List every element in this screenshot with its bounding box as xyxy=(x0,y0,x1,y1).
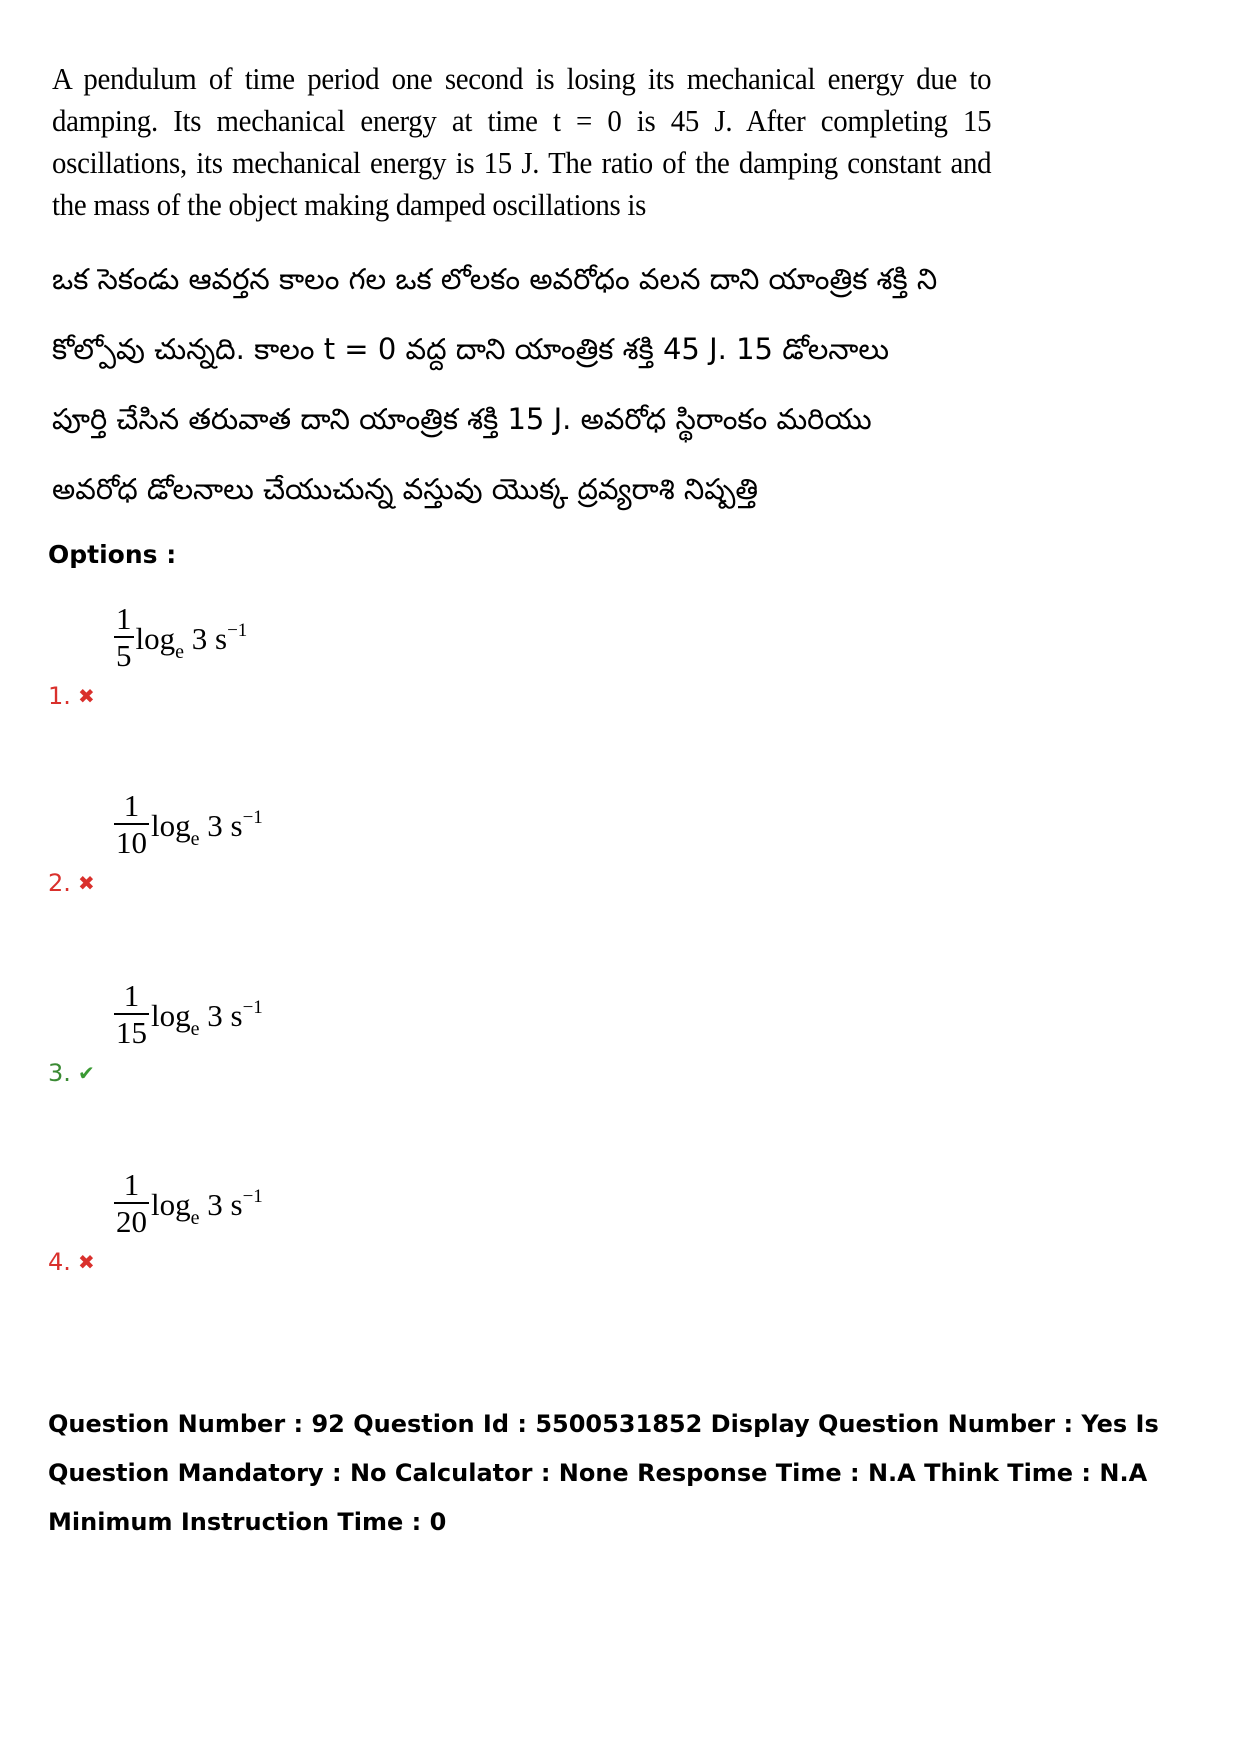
wrong-mark-icon: ✖ xyxy=(78,684,95,708)
fraction-numerator: 1 xyxy=(123,1167,140,1202)
fraction-denominator: 15 xyxy=(116,1015,147,1050)
option-3[interactable] xyxy=(48,977,548,1087)
log-base: e xyxy=(190,1207,200,1229)
unit: s xyxy=(215,621,228,656)
option-2[interactable] xyxy=(48,787,548,897)
fraction xyxy=(114,789,149,861)
question-metadata: Question Number : 92 Question Id : 5500531852 Display Question Number : Yes Is Question Mandatory : No Calculator : None Response Time : N.A Think Time : N.A Minimum Instruction Time : 0 xyxy=(48,1410,1159,1536)
question-block xyxy=(52,58,992,524)
log-text: log xyxy=(151,998,191,1033)
fraction-numerator: 1 xyxy=(116,601,132,636)
option-number: 3. xyxy=(48,1059,71,1087)
fraction-numerator: 1 xyxy=(123,978,140,1013)
unit: s xyxy=(230,1187,243,1222)
log-text: log xyxy=(151,808,191,843)
unit: s xyxy=(230,808,243,843)
unit-exponent: −1 xyxy=(242,997,263,1018)
option-formula xyxy=(114,777,263,873)
option-4[interactable] xyxy=(48,1166,548,1276)
option-formula xyxy=(114,590,247,686)
log-base: e xyxy=(190,828,200,850)
log-expression xyxy=(135,620,248,663)
option-1[interactable] xyxy=(48,600,548,710)
wrong-mark-icon: ✖ xyxy=(78,871,95,895)
log-argument: 3 xyxy=(207,1187,223,1222)
log-expression xyxy=(151,807,263,850)
options-heading: Options : xyxy=(48,540,177,569)
option-formula xyxy=(114,1156,263,1252)
fraction xyxy=(114,602,134,674)
log-argument: 3 xyxy=(191,621,208,656)
log-expression xyxy=(151,997,263,1040)
question-text-telugu: ఒక సెకండు ఆవర్తన కాలం గల ఒక లోలకం అవరోధం వలన దాని యాంత్రిక శక్తి ని కోల్పోవు చున్నది. కాలం t = 0 వద్ద దాని యాంత్రిక శక్తి 45 J. 15 డోలనాలు పూర్తి చేసిన తరువాత దాని యాంత్రిక శక్తి 15 J. అవరోధ స్థిరాంకం మరియు అవరోధ డోలనాలు చేయుచున్న వస్తువు యొక్క ద్రవ్యరాశి నిష్పత్తి xyxy=(52,262,938,506)
unit-exponent: −1 xyxy=(242,1186,263,1207)
log-text: log xyxy=(151,1187,191,1222)
fraction xyxy=(114,1168,149,1240)
option-number: 1. xyxy=(48,682,71,710)
option-number: 4. xyxy=(48,1248,71,1276)
fraction xyxy=(114,979,149,1051)
log-base: e xyxy=(190,1018,200,1040)
fraction-denominator: 5 xyxy=(116,638,132,673)
log-expression xyxy=(151,1186,263,1229)
unit: s xyxy=(230,998,243,1033)
question-text-english: A pendulum of time period one second is losing its mechanical energy due to damping. Its mechanical energy at time t = 0 is 45 J. After completing 15 oscillations, its mechanical energy is 15 J. The ratio of the damping constant and the mass of the object making damped oscillations is xyxy=(52,61,992,222)
fraction-denominator: 10 xyxy=(116,825,147,860)
log-base: e xyxy=(175,641,185,663)
fraction-denominator: 20 xyxy=(116,1204,147,1239)
log-text: log xyxy=(135,621,176,656)
unit-exponent: −1 xyxy=(227,620,248,641)
fraction-numerator: 1 xyxy=(123,788,140,823)
wrong-mark-icon: ✖ xyxy=(78,1250,95,1274)
option-formula xyxy=(114,967,263,1063)
log-argument: 3 xyxy=(207,808,223,843)
option-number: 2. xyxy=(48,869,71,897)
log-argument: 3 xyxy=(207,998,223,1033)
correct-check-icon: ✔ xyxy=(78,1061,95,1085)
unit-exponent: −1 xyxy=(242,807,263,828)
